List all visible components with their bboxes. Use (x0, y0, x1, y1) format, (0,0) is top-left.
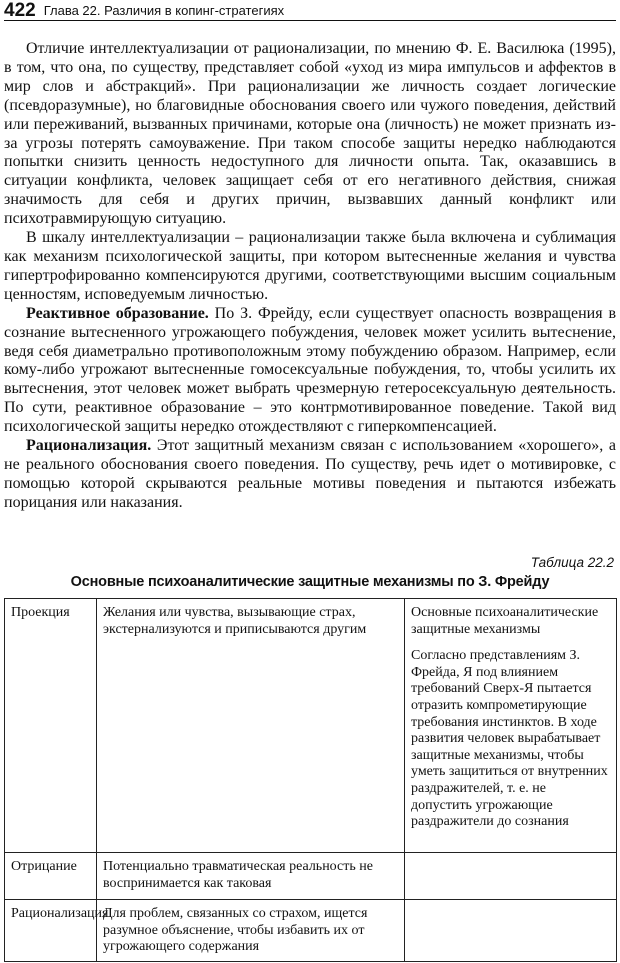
paragraph-text: Отличие интеллектуализации от рационализации, по мнению Ф. Е. Василюка (1995), в том, что она, по существу, представляет собой «уход из мира импульсов и аффектов в мир слов и абстракций». При рационализации же личность создает логические (псевдоразумные), но благовидные обоснования своего или чужого поведения, действий или переживаний, вызванных причинами, которые она (личность) не может признать из-за угрозы потерять самоуважение. При таком способе защиты нередко наблюдаются попытки снизить ценность недоступного для личности опыта. Так, оказавшись в ситуации конфликта, человек защищает себя от его негативного действия, снижая значимость для себя и других причин, вызвавших данный конфликт или психотравмирующую ситуацию. (4, 40, 616, 228)
paragraph-lead: Рационализация. (26, 437, 152, 455)
running-header (4, 0, 616, 21)
running-title: Глава 22. Различия в копинг-стратегиях (43, 3, 285, 18)
mechanism-description: Желания или чувства, вызывающие страх, экстернализуются и приписываются другим (97, 599, 405, 853)
side-note-heading: Основные психоаналитические защитные механизмы (411, 605, 599, 637)
paragraph-lead: Реактивное образование. (26, 304, 209, 322)
table-reference: Таблица 22.2 (530, 555, 614, 570)
table-title: Основные психоаналитические защитные механизмы по З. Фрейду (70, 574, 550, 590)
mechanism-description: Потенциально травматическая реальность не воспринимается как таковая (97, 853, 405, 900)
paragraph (4, 229, 616, 305)
mechanism-name: Рационализация (5, 900, 97, 962)
defense-mechanisms-table (4, 598, 617, 962)
body-text (4, 40, 616, 513)
table-row (5, 599, 617, 853)
table-row (5, 853, 617, 900)
empty-cell (405, 900, 617, 962)
empty-cell (405, 853, 617, 900)
paragraph (4, 305, 616, 437)
mechanism-description: Для проблем, связанных со страхом, ищется разумное объяснение, чтобы избавить их от угрожающего содержания (97, 900, 405, 962)
paragraph-text: В шкалу интеллектуализации – рационализации также была включена и сублимация как механизм психологической защиты, при котором вытесненные желания и чувства гипертрофированно компенсируются другими, соответствующими высшим социальным ценностям, исповедуемым личностью. (4, 229, 616, 303)
page-number: 422 (4, 0, 36, 21)
paragraph-text: По З. Фрейду, если существует опасность возвращения в сознание вытесненного угрожающего побуждения, человек может усилить вытеснение, ведя себя диаметрально противоположным этому побуждению образом. Например, если кому-либо угрожают вытесненные гомосексуальные побуждения, то, чтобы усилить их вытеснения, этот человек может выбрать чрезмерную гетеросексуальную деятельность. По сути, реактивное образование – это контрмотивированное поведение. Такой вид психологической защиты нередко отождествляют с гиперкомпенсацией. (4, 304, 617, 436)
paragraph-text: Этот защитный механизм связан с использованием «хорошего», а не реального обоснования своего поведения. По существу, речь идет о мотивировке, с помощью которой скрываются реальные мотивы поведения и пытаются избежать порицания или наказания. (4, 437, 616, 511)
mechanism-name: Отрицание (5, 853, 97, 900)
paragraph (4, 40, 616, 229)
mechanism-name: Проекция (5, 599, 97, 853)
table-row (5, 900, 617, 962)
paragraph (4, 437, 616, 513)
side-note (405, 599, 617, 853)
side-note-body: Согласно представлениям З. Фрейда, Я под влиянием требований Сверх-Я пытается отразить компрометирующие требования инстинктов. В ходе развития человек вырабатывает защитные механизмы, чтобы уметь защититься от внутренних раздражителей, т. е. не допустить угрожающие раздражители до сознания (411, 648, 608, 830)
